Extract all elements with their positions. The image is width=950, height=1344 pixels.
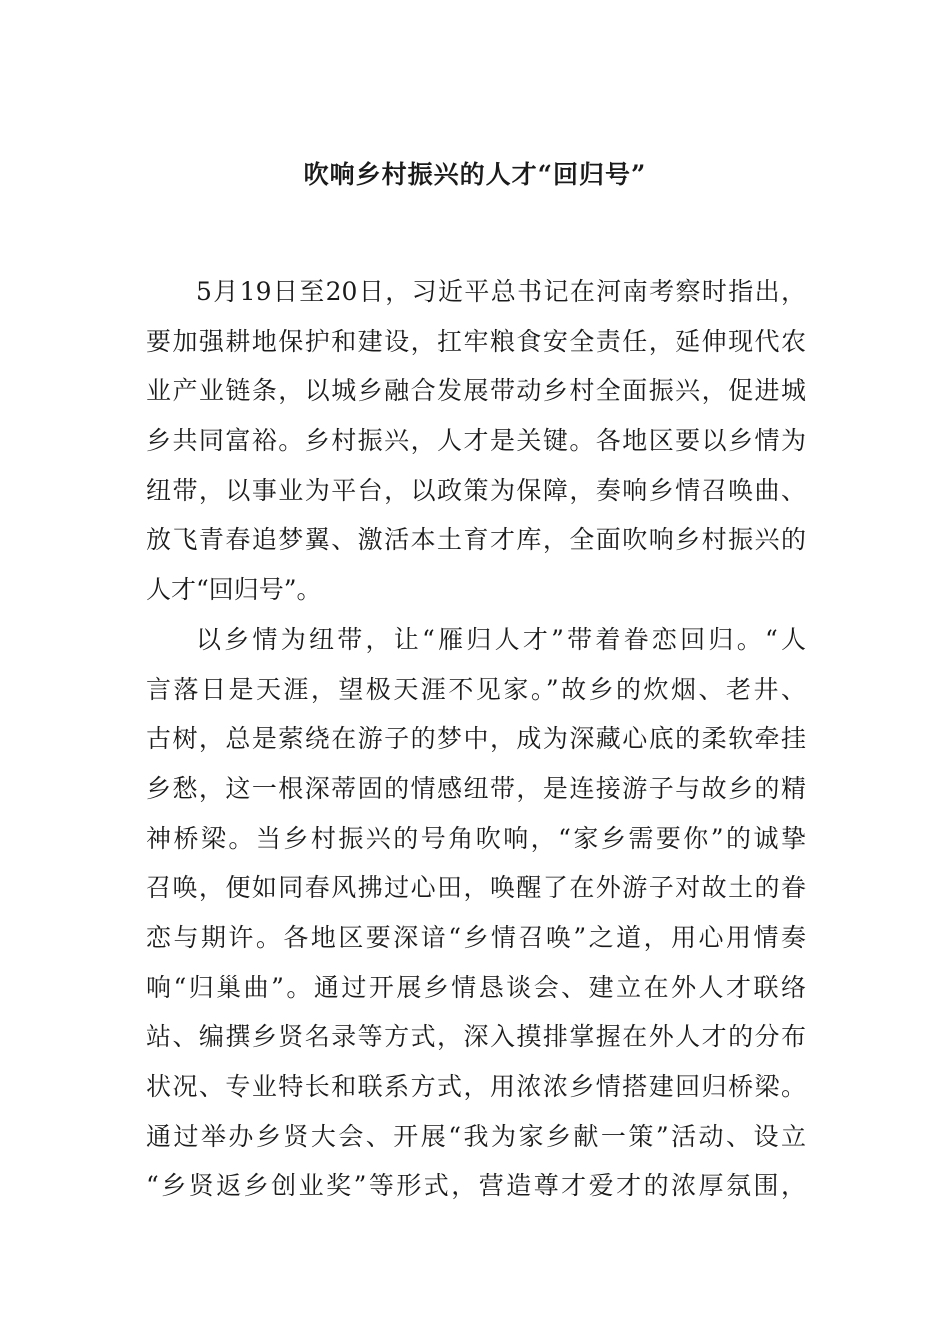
paragraph-1 (146, 267, 806, 615)
text-line: 恋与期许。各地区要深谙“乡情召唤”之道，用心用情奏 (146, 922, 806, 952)
text-line: 业产业链条，以城乡融合发展带动乡村全面振兴，促进城 (146, 376, 806, 406)
text-line: 纽带，以事业为平台，以政策为保障，奏响乡情召唤曲、 (146, 475, 806, 505)
text-line: 状况、专业特长和联系方式，用浓浓乡情搭建回归桥梁。 (146, 1072, 806, 1101)
text-line: 放飞青春追梦翼、激活本土育才库，全面吹响乡村振兴的 (146, 525, 806, 555)
paragraph-2 (146, 615, 806, 1211)
document-body (146, 267, 806, 1211)
text-line: 5月19日至20日，习近平总书记在河南考察时指出， (196, 277, 806, 306)
text-line: 通过举办乡贤大会、开展“我为家乡献一策”活动、设立 (146, 1121, 806, 1151)
text-line: 站、编撰乡贤名录等方式，深入摸排掌握在外人才的分布 (146, 1022, 806, 1052)
text-line: 以乡情为纽带，让“雁归人才”带着眷恋回归。“人 (196, 624, 806, 654)
text-line: 人才“回归号”。 (146, 575, 322, 605)
text-line: 要加强耕地保护和建设，扛牢粮食安全责任，延伸现代农 (146, 326, 806, 356)
text-line: 召唤，便如同春风拂过心田，唤醒了在外游子对故土的眷 (146, 873, 806, 903)
text-line: 古树，总是萦绕在游子的梦中，成为深藏心底的柔软牵挂 (146, 724, 806, 754)
page-title: 吹响乡村振兴的人才“回归号” (303, 160, 647, 189)
text-line: 乡愁，这一根深蒂固的情感纽带，是连接游子与故乡的精 (146, 773, 806, 803)
text-line: 乡共同富裕。乡村振兴，人才是关键。各地区要以乡情为 (146, 426, 806, 456)
text-line: 神桥梁。当乡村振兴的号角吹响，“家乡需要你”的诚挚 (146, 823, 806, 853)
text-line: 响“归巢曲”。通过开展乡情恳谈会、建立在外人才联络 (146, 972, 806, 1002)
text-line: 言落日是天涯，望极天涯不见家。”故乡的炊烟、老井、 (146, 674, 806, 704)
text-line: “乡贤返乡创业奖”等形式，营造尊才爱才的浓厚氛围， (146, 1171, 806, 1201)
